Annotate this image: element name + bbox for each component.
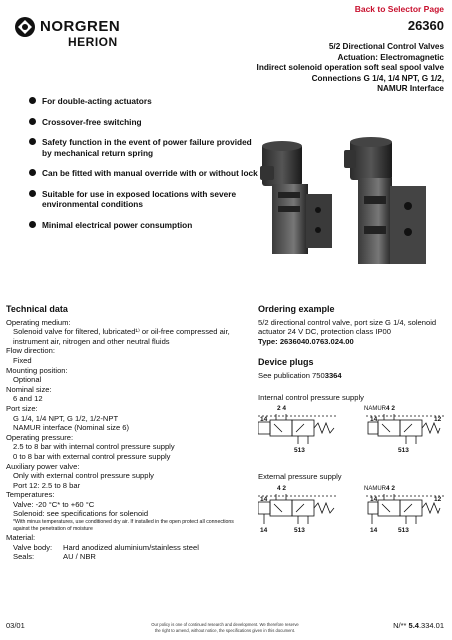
subtitle-line: 5/2 Directional Control Valves xyxy=(328,42,444,51)
page-section: 5.4 xyxy=(408,621,419,630)
feature-text: Crossover-free switching xyxy=(42,116,142,127)
port-label: 14 xyxy=(370,416,378,424)
page-prefix: N/** xyxy=(393,621,409,630)
brand-name-herion: HERION xyxy=(68,35,118,49)
spec-value: 0 to 8 bar with external control pressure supply xyxy=(13,451,171,461)
spec-value: 6 and 12 xyxy=(13,394,43,404)
feature-text: Minimal electrical power consumption xyxy=(42,219,193,230)
page-suffix: .334.01 xyxy=(418,621,444,630)
material-key: Seals: xyxy=(13,552,35,562)
technical-data-heading: Technical data xyxy=(6,304,68,314)
port-label: 12 xyxy=(434,495,442,503)
feature-list xyxy=(30,96,260,240)
subtitle-line: Actuation: Electromagnetic xyxy=(337,52,444,62)
technical-data xyxy=(6,305,246,562)
footer-page-number xyxy=(393,621,444,630)
spec-value: Solenoid valve for filtered, lubricated¹⁾ or oil-free compressed air, instrument air, nitrogen and other neutral fluids xyxy=(13,327,230,346)
material-value: AU / NBR xyxy=(63,552,96,562)
spec-label: Flow direction: xyxy=(6,346,55,356)
type-value: 2636040.0763.024.00 xyxy=(279,336,354,346)
footer-disclaimer: Our policy is one of continued research and development. We therefore reserve the right to amend, without notice, the specifications given in this document. xyxy=(151,622,299,633)
ordering-type xyxy=(258,337,448,347)
material-row xyxy=(6,543,246,553)
port-label: 14 xyxy=(260,416,268,424)
bullet-icon xyxy=(29,190,36,197)
port-label: 4 2 xyxy=(386,484,396,492)
material-row xyxy=(6,552,246,562)
spec-value: Optional xyxy=(13,375,42,385)
spec-value: Only with external control pressure supply xyxy=(13,471,154,481)
feature-item xyxy=(30,168,260,179)
feature-text: For double-acting actuators xyxy=(42,96,152,106)
brand-mark-icon xyxy=(14,16,36,38)
brand-name-norgren: NORGREN xyxy=(40,18,121,35)
spec-label: Auxiliary power valve: xyxy=(6,461,80,471)
internal-schematic-drawing xyxy=(258,402,448,472)
spec-label: Temperatures: xyxy=(6,490,55,500)
port-label: 513 xyxy=(294,447,305,455)
back-to-selector-link[interactable]: Back to Selector Page xyxy=(354,4,444,14)
feature-item xyxy=(30,220,260,231)
port-label: 14 xyxy=(370,495,378,503)
external-supply-schematic xyxy=(258,482,448,544)
subtitle-line: Indirect solenoid operation soft seal spool valve xyxy=(256,63,444,72)
temperature-note: *With minus temperatures, use conditioned dry air. If installed in the open protect all connections against the penetration of moisture xyxy=(13,519,234,533)
spec-value: Valve: -20 °C* to +60 °C xyxy=(13,499,95,509)
port-label: 513 xyxy=(398,526,409,534)
product-subtitle xyxy=(184,42,444,95)
feature-item xyxy=(30,117,260,128)
namur-label: NAMUR xyxy=(364,406,386,413)
ordering-text: 5/2 directional control valve, port size G 1/4, solenoid actuator 24 V DC, protection class IP00 xyxy=(258,317,437,337)
spec-value: Fixed xyxy=(13,355,32,365)
type-label: Type: xyxy=(258,336,278,346)
subtitle-line: NAMUR Interface xyxy=(377,84,444,93)
external-supply-title: External pressure supply xyxy=(258,472,342,482)
namur-label: NAMUR xyxy=(364,485,386,492)
port-label: 4 2 xyxy=(386,405,396,413)
spec-label: Operating pressure: xyxy=(6,432,74,442)
spec-value: Solenoid: see specifications for solenoid xyxy=(13,509,149,519)
document-number: 26360 xyxy=(407,18,444,33)
device-plugs-text xyxy=(258,371,448,381)
external-schematic-drawing xyxy=(258,482,448,544)
internal-supply-title: Internal control pressure supply xyxy=(258,392,364,402)
feature-item xyxy=(30,189,260,210)
feature-text: Can be fitted with manual override with or without lock xyxy=(42,168,258,178)
port-label: 513 xyxy=(294,526,305,534)
publication-prefix: See publication 750 xyxy=(258,370,325,380)
ordering-heading: Ordering example xyxy=(258,304,335,314)
bullet-icon xyxy=(29,221,36,228)
spec-value: NAMUR interface (Nominal size 6) xyxy=(13,423,130,433)
bullet-icon xyxy=(29,138,36,145)
material-key: Valve body: xyxy=(13,542,53,552)
spec-label: Operating medium: xyxy=(6,317,71,327)
port-label: 4 2 xyxy=(277,484,287,492)
port-label: 14 xyxy=(260,495,268,503)
material-value: Hard anodized aluminium/stainless steel xyxy=(63,542,199,552)
spec-value: G 1/4, 1/4 NPT, G 1/2, 1/2-NPT xyxy=(13,413,119,423)
subtitle-line: Connections G 1/4, 1/4 NPT, G 1/2, xyxy=(311,73,444,83)
device-plugs-heading: Device plugs xyxy=(258,357,314,368)
norgren-herion-logo xyxy=(14,14,124,54)
publication-number: 3364 xyxy=(324,370,342,380)
spec-label: Port size: xyxy=(6,403,38,413)
spec-value: 2.5 to 8 bar with internal control pressure supply xyxy=(13,442,175,452)
bullet-icon xyxy=(29,169,36,176)
bullet-icon xyxy=(29,118,36,125)
internal-supply-schematic xyxy=(258,402,448,472)
bullet-icon xyxy=(29,97,36,104)
feature-text: Suitable for use in exposed locations with severe environmental conditions xyxy=(42,188,237,209)
port-label: 513 xyxy=(398,447,409,455)
port-label: 12 xyxy=(434,416,442,424)
port-label: 14 xyxy=(370,526,378,534)
footer-date: 03/01 xyxy=(6,621,25,630)
spec-label: Material: xyxy=(6,533,36,543)
spec-value: Port 12: 2.5 to 8 bar xyxy=(13,480,81,490)
feature-item xyxy=(30,137,260,158)
spec-label: Nominal size: xyxy=(6,384,52,394)
ordering-column xyxy=(258,305,448,544)
port-label: 14 xyxy=(260,526,268,534)
feature-item xyxy=(30,96,260,107)
feature-text: Safety function in the event of power failure provided by mechanical return spring xyxy=(42,137,252,158)
port-label: 2 4 xyxy=(277,405,287,413)
product-photo xyxy=(252,136,438,276)
spec-label: Mounting position: xyxy=(6,365,68,375)
